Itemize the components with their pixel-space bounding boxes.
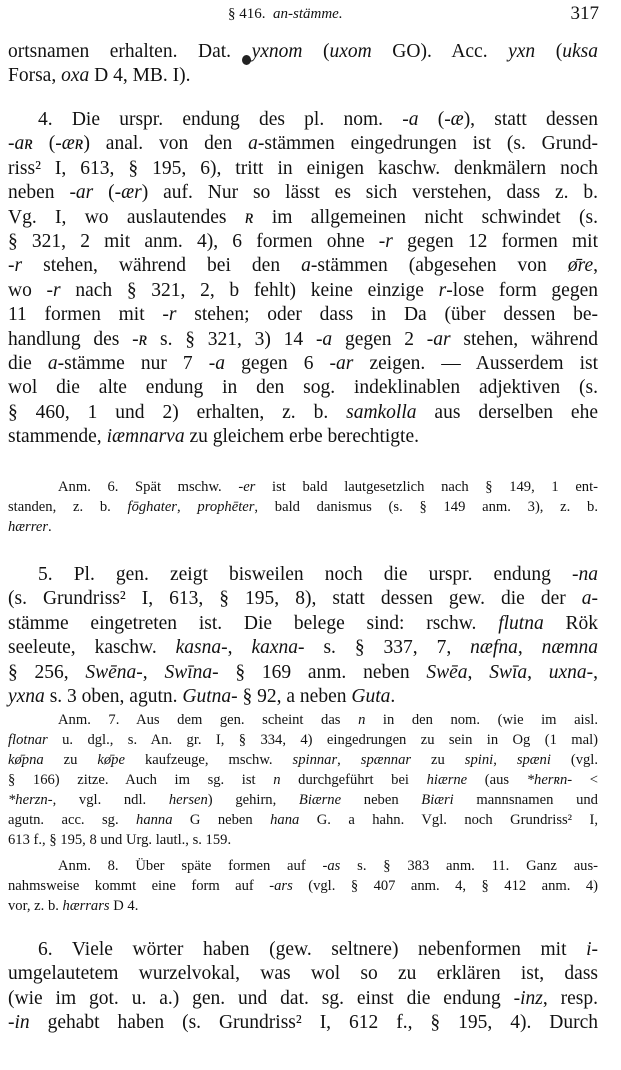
italic-term: -ʀ — [132, 328, 148, 350]
italic-term: spæni — [516, 752, 551, 768]
text-run: . — [390, 685, 396, 707]
italic-term: Swēa — [426, 661, 468, 683]
italic-term: Swēna- — [85, 661, 143, 683]
text-run: wo — [8, 279, 47, 301]
text-line — [8, 64, 598, 88]
text-line — [8, 938, 598, 962]
text-run: G neben — [172, 812, 271, 828]
italic-term: spinnar — [292, 752, 338, 768]
text-run: -lose form gegen — [446, 279, 598, 301]
italic-term: -r — [46, 279, 61, 301]
text-line — [8, 1011, 598, 1035]
text-run: ( — [302, 41, 330, 62]
text-run: umgelautetem wurzelvokal, was wol so zu erklären ist, dass — [8, 963, 598, 985]
italic-term: oxa — [61, 65, 90, 87]
italic-term: kaxna- — [251, 637, 305, 659]
text-run: Anm. 8. Über späte formen auf — [58, 858, 323, 874]
note-anm-8 — [8, 856, 598, 916]
text-run: s. § 321, 3) 14 — [147, 328, 316, 350]
text-line — [8, 563, 598, 587]
italic-term: uksa — [562, 41, 598, 62]
text-run: § 460, 1 und 2) erhalten, z. b. — [8, 401, 347, 423]
italic-term: n — [358, 712, 366, 728]
text-run: Anm. 6. Spät mschw. — [58, 479, 239, 495]
text-line — [8, 856, 598, 876]
italic-term: -na — [572, 564, 598, 585]
text-run: 5. Pl. gen. zeigt bisweilen noch die urspr. endung — [38, 564, 572, 585]
text-run: , — [527, 661, 549, 683]
italic-term: r — [438, 279, 447, 301]
text-run: handlung des — [8, 328, 133, 350]
italic-term: uxna- — [548, 661, 594, 683]
text-run: neben — [341, 792, 422, 808]
text-run: , — [227, 637, 252, 659]
italic-term: -r — [162, 304, 177, 326]
italic-term: hærrer — [8, 519, 49, 535]
text-line — [8, 206, 598, 230]
text-run: , vgl. ndl. — [52, 792, 169, 808]
italic-term: -ar — [69, 182, 94, 204]
italic-term: flutna — [498, 612, 544, 634]
italic-term: a — [581, 588, 592, 610]
text-run: stämme eingetreten ist. Die belege sind: rschw. — [8, 612, 499, 634]
running-header — [228, 3, 343, 25]
italic-term: n — [273, 772, 281, 788]
text-run: seeleute, kaschw. — [8, 637, 176, 659]
text-line — [8, 108, 598, 132]
text-run: , — [467, 661, 490, 683]
text-run: - — [591, 939, 598, 960]
text-run: u. dgl., s. An. gr. I, § 334, 4) eingedrungen zu sein in Og (1 mal) — [47, 732, 598, 748]
text-run: < — [572, 772, 598, 788]
text-run: in den nom. (wie im aisl. — [365, 712, 598, 728]
text-run: wol die alte endung in den sog. indeklinablen adjektiven (s. — [8, 377, 598, 399]
text-run: kaufzeuge, mschw. — [124, 752, 293, 768]
text-run: gegen 12 formen mit — [392, 230, 598, 252]
text-run: vor, z. b. — [8, 898, 63, 914]
text-run: -stämmen eingedrungen ist (s. Grund- — [257, 133, 598, 155]
italic-term: Swīa — [489, 661, 528, 683]
text-run: (s. Grundriss² I, 613, § 195, 8), statt dessen gew. die der — [8, 588, 582, 610]
italic-term: -aʀ — [8, 133, 33, 155]
text-line — [8, 376, 598, 400]
text-run: standen, z. b. — [8, 499, 128, 515]
text-run: - — [591, 588, 598, 610]
italic-term: -ær — [114, 182, 142, 204]
italic-term: -a — [402, 109, 419, 130]
text-run: 6. Viele wörter haben (gew. seltnere) nebenformen mit — [38, 939, 587, 960]
italic-term: -æ — [444, 109, 464, 130]
text-line — [8, 328, 598, 352]
italic-term: -a — [315, 328, 333, 350]
text-run: Rök — [543, 612, 598, 634]
text-run: 4. Die urspr. endung des pl. nom. — [38, 109, 403, 130]
text-run: im allgemeinen nicht schwindet (s. — [253, 206, 598, 228]
text-run: zu — [43, 752, 98, 768]
paragraph-4 — [8, 108, 598, 449]
italic-term: -a — [208, 352, 226, 374]
text-line — [8, 132, 598, 156]
italic-term: samkolla — [346, 401, 417, 423]
text-line — [8, 876, 598, 896]
italic-term: Swīna- — [164, 661, 219, 683]
text-line — [8, 181, 598, 205]
text-line — [8, 896, 598, 916]
text-run: 613 f., § 195, 8 und Urg. lautl., s. 159. — [8, 832, 232, 848]
paragraph-6 — [8, 938, 598, 1036]
italic-term: ø̄re — [567, 255, 594, 277]
text-run: stammende, — [8, 426, 107, 448]
italic-term: kasna- — [175, 637, 228, 659]
text-run: ( — [535, 41, 563, 62]
text-run: Vg. I, wo auslautendes — [8, 206, 245, 228]
text-line — [8, 636, 598, 660]
text-run: § 256, — [8, 661, 86, 683]
italic-term: næmna — [541, 637, 599, 659]
header-section-title: an-stämme. — [273, 6, 343, 22]
paragraph-continued — [8, 40, 598, 89]
text-run: ( — [32, 133, 56, 155]
italic-term: spini — [464, 752, 494, 768]
text-run: zu — [411, 752, 465, 768]
italic-term: Biærne — [298, 792, 342, 808]
text-run: Anm. 7. Aus dem gen. scheint das — [58, 712, 359, 728]
text-line — [8, 425, 598, 449]
text-run: , bald danismus (s. § 149 anm. 3), z. b. — [254, 499, 598, 515]
text-run: ) anal. von den — [83, 133, 249, 155]
text-run: § 166) zitze. Auch im sg. ist — [8, 772, 274, 788]
text-run: s. § 383 anm. 11. Ganz aus- — [340, 858, 599, 874]
text-run: aus derselben ehe — [416, 401, 598, 423]
italic-term: Guta — [351, 685, 391, 707]
italic-term: Biæri — [421, 792, 454, 808]
italic-term: yxnom — [251, 41, 303, 62]
text-run: die — [8, 352, 48, 374]
text-line — [8, 612, 598, 636]
text-run: , — [493, 752, 517, 768]
text-run: . — [48, 519, 52, 535]
text-line — [8, 279, 598, 303]
text-run: D 4. — [109, 898, 139, 914]
page-number: 317 — [570, 3, 599, 24]
italic-term: yxna — [8, 685, 45, 707]
text-run: stehen, während bei den — [22, 255, 302, 277]
text-run: gegen 2 — [332, 328, 427, 350]
text-run: , — [593, 255, 598, 277]
italic-term: uxom — [329, 41, 372, 62]
text-run: ist bald lautgesetzlich nach § 149, 1 ent- — [255, 479, 599, 495]
text-run: 11 formen mit — [8, 304, 163, 326]
text-run: , — [517, 637, 542, 659]
text-line — [8, 710, 598, 730]
text-run: -stämmen (abgesehen von — [310, 255, 568, 277]
italic-term: i — [586, 939, 592, 960]
text-run: s. § 337, 7, — [304, 637, 471, 659]
text-run: ) gehirn, — [207, 792, 299, 808]
italic-term: hanna — [136, 812, 173, 828]
text-run: stehen; oder dass in Da (über dessen be- — [176, 304, 598, 326]
text-run: § 169 anm. neben — [218, 661, 427, 683]
italic-term: -ar — [329, 352, 354, 374]
text-run: riss² I, 613, § 195, 6), tritt in einigen kaschw. denkmälern noch — [8, 157, 598, 179]
text-run: ), statt dessen — [463, 109, 598, 130]
text-line — [8, 770, 598, 790]
italic-term: hiærne — [426, 772, 468, 788]
italic-term: a — [248, 133, 258, 155]
text-run: gegen 6 — [225, 352, 330, 374]
text-line — [8, 962, 598, 986]
text-line — [8, 790, 598, 810]
italic-term: fōghater — [127, 499, 177, 515]
text-run: G. a hahn. Vgl. noch Grundriss² I, — [299, 812, 598, 828]
text-line — [8, 352, 598, 376]
text-line — [8, 517, 598, 537]
italic-term: *herʀn- — [526, 772, 573, 788]
italic-term: hersen — [168, 792, 208, 808]
italic-term: iæmnarva — [106, 426, 185, 448]
text-line — [8, 40, 598, 64]
text-line — [8, 230, 598, 254]
paragraph-5 — [8, 563, 598, 709]
italic-term: -ar — [426, 328, 451, 350]
text-run: (wie im got. u. a.) gen. und dat. sg. einst die endung — [8, 987, 514, 1009]
text-run: GO). Acc. — [371, 41, 509, 62]
text-run: ortsnamen erhalten. Dat. — [8, 41, 252, 62]
italic-term: -as — [322, 858, 341, 874]
italic-term: flotnar — [8, 732, 48, 748]
text-run: gehabt haben (s. Grundriss² I, 612 f., § 195, 4). Durch — [29, 1012, 598, 1034]
text-run: agutn. acc. sg. — [8, 812, 137, 828]
text-run: D 4, MB. I). — [89, 65, 191, 87]
text-run: § 92, a neben — [237, 685, 352, 707]
text-run: , resp. — [542, 987, 598, 1009]
text-line — [8, 661, 598, 685]
text-line — [8, 750, 598, 770]
text-line — [8, 685, 598, 709]
italic-term: hana — [270, 812, 300, 828]
text-line — [8, 497, 598, 517]
italic-term: -r — [8, 255, 23, 277]
text-run: (aus — [467, 772, 527, 788]
text-run: Forsa, — [8, 65, 62, 87]
text-run: neben — [8, 182, 70, 204]
text-run: -stämme nur 7 — [57, 352, 209, 374]
text-run: , — [177, 499, 198, 515]
italic-term: -in — [8, 1012, 30, 1034]
italic-term: -ars — [269, 878, 293, 894]
italic-term: -æʀ — [55, 133, 84, 155]
italic-term: *herzn- — [8, 792, 53, 808]
note-anm-6 — [8, 477, 598, 537]
text-line — [8, 477, 598, 497]
italic-term: spænnar — [360, 752, 412, 768]
text-line — [8, 830, 598, 850]
text-run: mannsnamen und — [453, 792, 598, 808]
italic-term: -r — [378, 230, 393, 252]
italic-term: prophēter — [197, 499, 255, 515]
italic-term: -er — [238, 479, 256, 495]
italic-term: -inz — [513, 987, 543, 1009]
text-run: (vgl. § 407 anm. 4, § 412 anm. 4) — [292, 878, 598, 894]
text-run: zeigen. — Ausserdem ist — [353, 352, 599, 374]
text-run: stehen, während — [450, 328, 598, 350]
text-line — [8, 810, 598, 830]
italic-term: næfna — [470, 637, 518, 659]
text-line — [8, 587, 598, 611]
italic-term: a — [301, 255, 311, 277]
text-run: ( — [418, 109, 445, 130]
italic-term: kø̄pna — [8, 752, 44, 768]
text-run: , — [593, 661, 599, 683]
text-run: nach § 321, 2, b fehlt) keine einzige — [60, 279, 439, 301]
italic-term: yxn — [508, 41, 536, 62]
text-run: ) auf. Nur so lässt es sich verstehen, dass z. b. — [141, 182, 599, 204]
note-anm-7 — [8, 710, 598, 850]
text-line — [8, 303, 598, 327]
italic-term: a — [47, 352, 58, 374]
text-run: durchgeführt bei — [280, 772, 427, 788]
text-line — [8, 254, 598, 278]
header-section: § 416. — [228, 6, 266, 22]
italic-term: ʀ — [244, 206, 254, 228]
text-run: s. 3 oben, agutn. — [44, 685, 183, 707]
text-run: , — [337, 752, 361, 768]
text-line — [8, 987, 598, 1011]
text-run: , — [142, 661, 165, 683]
text-run: (vgl. — [550, 752, 599, 768]
text-line — [8, 401, 598, 425]
italic-term: Gutna- — [182, 685, 238, 707]
italic-term: kø̄pe — [97, 752, 125, 768]
text-run: nahmsweise kommt eine form auf — [8, 878, 270, 894]
text-line — [8, 730, 598, 750]
text-run: zu gleichem erbe berechtigte. — [184, 426, 419, 448]
text-run: § 321, 2 mit anm. 4), 6 formen ohne — [8, 230, 379, 252]
italic-term: hærrars — [62, 898, 110, 914]
text-line — [8, 157, 598, 181]
text-run: ( — [93, 182, 115, 204]
